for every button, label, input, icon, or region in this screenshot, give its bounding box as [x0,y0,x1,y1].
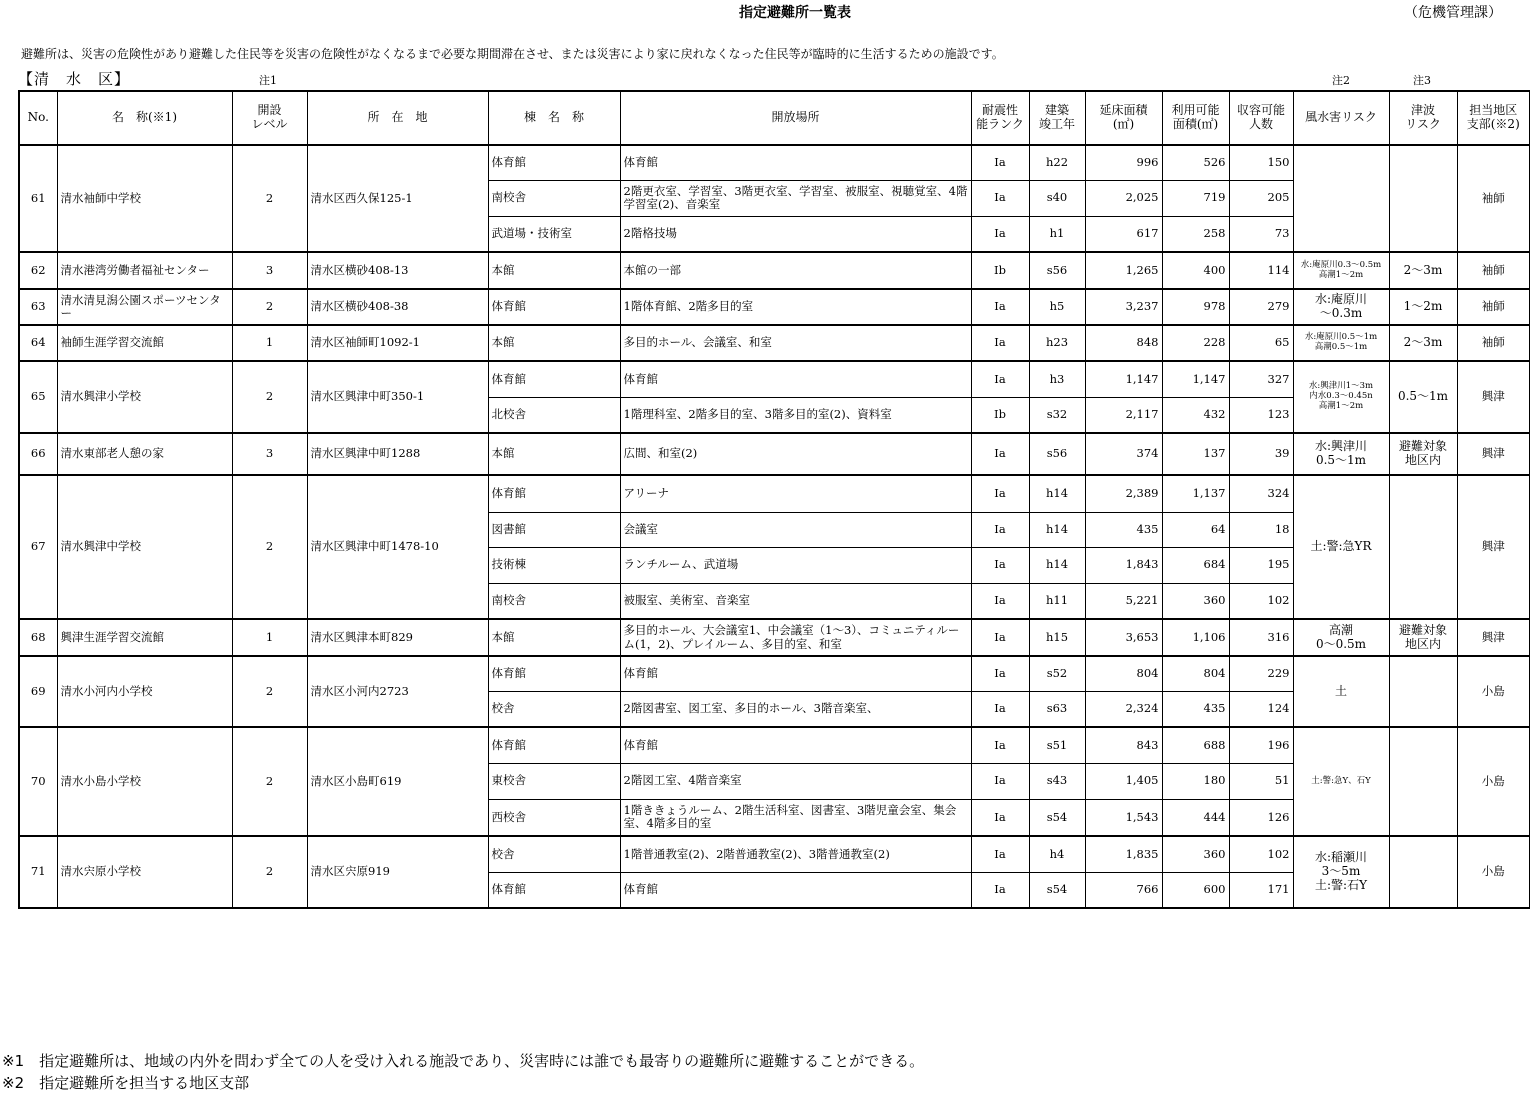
cell-building: 本館 [488,433,620,475]
cell-building: 西校舎 [488,799,620,836]
cell-branch: 袖師 [1457,145,1530,252]
page-title: 指定避難所一覧表 [739,5,851,21]
col-floor-area: 延床面積 (㎡) [1085,91,1162,145]
col-flood-risk: 風水害リスク [1293,91,1389,145]
cell-level: 2 [232,836,307,908]
cell-branch: 興津 [1457,433,1530,475]
cell-seismic: Ⅰa [971,475,1029,512]
cell-tsunami-risk: 避難対象 地区内 [1389,619,1457,656]
facility-group [19,836,1530,908]
cell-seismic: Ⅰa [971,583,1029,619]
cell-building: 南校舎 [488,180,620,216]
cell-usable-area: 688 [1162,727,1229,763]
note-1-marker: 注1 [259,74,277,87]
cell-floor-area: 1,835 [1085,836,1162,872]
cell-address: 清水区西久保125-1 [307,145,488,252]
table-row [19,727,1530,763]
cell-branch: 小島 [1457,727,1530,836]
cell-usable-area: 978 [1162,289,1229,325]
cell-capacity: 39 [1229,433,1293,475]
cell-usable-area: 228 [1162,325,1229,361]
cell-flood-risk [1293,145,1389,252]
cell-built: h22 [1029,145,1085,180]
cell-built: h14 [1029,475,1085,512]
cell-floor-area: 2,117 [1085,397,1162,433]
cell-seismic: Ⅰa [971,727,1029,763]
cell-seismic: Ⅰa [971,547,1029,583]
cell-capacity: 150 [1229,145,1293,180]
cell-no: 69 [19,656,57,727]
cell-seismic: Ⅰa [971,619,1029,656]
table-row [19,289,1530,325]
cell-name: 清水興津中学校 [57,475,232,619]
cell-seismic: Ⅰa [971,799,1029,836]
cell-tsunami-risk [1389,836,1457,908]
cell-usable-area: 526 [1162,145,1229,180]
cell-floor-area: 5,221 [1085,583,1162,619]
cell-level: 2 [232,475,307,619]
cell-no: 67 [19,475,57,619]
cell-built: h11 [1029,583,1085,619]
cell-level: 2 [232,656,307,727]
cell-floor-area: 3,653 [1085,619,1162,656]
facility-group [19,619,1530,656]
cell-capacity: 102 [1229,583,1293,619]
cell-open-area: 会議室 [620,512,971,547]
col-building: 棟 名 称 [488,91,620,145]
cell-built: s54 [1029,799,1085,836]
cell-no: 64 [19,325,57,361]
cell-capacity: 316 [1229,619,1293,656]
cell-built: h14 [1029,512,1085,547]
cell-capacity: 324 [1229,475,1293,512]
cell-tsunami-risk [1389,656,1457,727]
cell-built: s63 [1029,691,1085,727]
cell-flood-risk: 水:庵原川0.5～1m 高潮0.5～1m [1293,325,1389,361]
cell-no: 68 [19,619,57,656]
cell-built: s43 [1029,763,1085,799]
cell-tsunami-risk [1389,475,1457,619]
col-usable-area: 利用可能 面積(㎡) [1162,91,1229,145]
cell-built: s56 [1029,433,1085,475]
cell-address: 清水区興津中町1478-10 [307,475,488,619]
table-row [19,433,1530,475]
cell-open-area: 2階図工室、4階音楽室 [620,763,971,799]
cell-building: 図書館 [488,512,620,547]
col-capacity: 収容可能 人数 [1229,91,1293,145]
cell-floor-area: 848 [1085,325,1162,361]
cell-floor-area: 3,237 [1085,289,1162,325]
table-row [19,252,1530,289]
cell-building: 体育館 [488,727,620,763]
cell-flood-risk: 水:稲瀬川 3～5m 土:警:石Y [1293,836,1389,908]
cell-capacity: 123 [1229,397,1293,433]
cell-open-area: ランチルーム、武道場 [620,547,971,583]
footnote-2: ※2 指定避難所を担当する地区支部 [2,1074,250,1092]
cell-address: 清水区小島町619 [307,727,488,836]
cell-no: 61 [19,145,57,252]
col-seismic: 耐震性 能ランク [971,91,1029,145]
cell-name: 興津生涯学習交流館 [57,619,232,656]
cell-usable-area: 804 [1162,656,1229,691]
cell-open-area: 体育館 [620,145,971,180]
cell-usable-area: 360 [1162,836,1229,872]
cell-seismic: Ⅰa [971,361,1029,397]
cell-address: 清水区袖師町1092-1 [307,325,488,361]
ward-heading: 【清 水 区】 [18,70,131,88]
cell-usable-area: 1,147 [1162,361,1229,397]
cell-usable-area: 258 [1162,216,1229,252]
cell-level: 2 [232,145,307,252]
footnote-1: ※1 指定避難所は、地域の内外を問わず全ての人を受け入れる施設であり、災害時には誰でも最寄りの避難所に避難することができる。 [2,1052,925,1070]
cell-name: 清水宍原小学校 [57,836,232,908]
cell-floor-area: 435 [1085,512,1162,547]
cell-built: h23 [1029,325,1085,361]
cell-floor-area: 996 [1085,145,1162,180]
cell-seismic: Ⅰa [971,691,1029,727]
col-tsunami-risk: 津波 リスク [1389,91,1457,145]
cell-usable-area: 360 [1162,583,1229,619]
cell-capacity: 279 [1229,289,1293,325]
cell-floor-area: 374 [1085,433,1162,475]
cell-no: 62 [19,252,57,289]
cell-open-area: 被服室、美術室、音楽室 [620,583,971,619]
cell-building: 武道場・技術室 [488,216,620,252]
cell-capacity: 114 [1229,252,1293,289]
cell-branch: 興津 [1457,475,1530,619]
cell-flood-risk: 水:庵原川 ～0.3m [1293,289,1389,325]
cell-usable-area: 1,106 [1162,619,1229,656]
cell-seismic: Ⅰa [971,512,1029,547]
cell-open-area: 1階ききょうルーム、2階生活科室、図書室、3階児童会室、集会室、4階多目的室 [620,799,971,836]
cell-flood-risk: 水:興津川1～3m 内水0.3～0.45n 高潮1～2m [1293,361,1389,433]
cell-usable-area: 432 [1162,397,1229,433]
cell-floor-area: 2,324 [1085,691,1162,727]
cell-floor-area: 804 [1085,656,1162,691]
intro-text: 避難所は、災害の危険性があり避難した住民等を災害の危険性がなくなるまで必要な期間滞在させ、または災害により家に戻れなくなった住民等が臨時的に生活するための施設です。 [21,47,1004,61]
cell-no: 63 [19,289,57,325]
cell-open-area: アリーナ [620,475,971,512]
cell-capacity: 51 [1229,763,1293,799]
facility-group [19,656,1530,727]
cell-usable-area: 435 [1162,691,1229,727]
cell-building: 体育館 [488,872,620,908]
cell-floor-area: 1,843 [1085,547,1162,583]
cell-tsunami-risk [1389,145,1457,252]
col-built: 建築 竣工年 [1029,91,1085,145]
cell-capacity: 126 [1229,799,1293,836]
cell-flood-risk: 水:興津川 0.5～1m [1293,433,1389,475]
cell-built: h4 [1029,836,1085,872]
cell-seismic: Ⅰa [971,763,1029,799]
cell-name: 袖師生涯学習交流館 [57,325,232,361]
cell-usable-area: 600 [1162,872,1229,908]
note-3-marker: 注3 [1413,74,1431,87]
cell-open-area: 本館の一部 [620,252,971,289]
cell-name: 清水小島小学校 [57,727,232,836]
cell-building: 北校舎 [488,397,620,433]
cell-usable-area: 180 [1162,763,1229,799]
col-level: 開設 レベル [232,91,307,145]
cell-built: h15 [1029,619,1085,656]
cell-name: 清水小河内小学校 [57,656,232,727]
facility-group [19,145,1530,252]
cell-flood-risk: 土:警:急YR [1293,475,1389,619]
cell-capacity: 196 [1229,727,1293,763]
cell-open-area: 体育館 [620,656,971,691]
cell-no: 71 [19,836,57,908]
cell-building: 体育館 [488,361,620,397]
table-row [19,656,1530,691]
cell-address: 清水区横砂408-13 [307,252,488,289]
cell-usable-area: 444 [1162,799,1229,836]
cell-open-area: 1階普通教室(2)、2階普通教室(2)、3階普通教室(2) [620,836,971,872]
cell-open-area: 体育館 [620,727,971,763]
cell-open-area: 2階格技場 [620,216,971,252]
cell-built: s40 [1029,180,1085,216]
cell-built: h5 [1029,289,1085,325]
cell-no: 66 [19,433,57,475]
facility-group [19,475,1530,619]
cell-capacity: 195 [1229,547,1293,583]
cell-flood-risk: 土 [1293,656,1389,727]
department-label: （危機管理課） [1404,5,1502,21]
cell-capacity: 229 [1229,656,1293,691]
cell-open-area: 1階体育館、2階多目的室 [620,289,971,325]
cell-level: 3 [232,433,307,475]
cell-seismic: Ⅰb [971,397,1029,433]
shelter-table [18,90,1530,909]
table-row [19,475,1530,512]
cell-branch: 小島 [1457,656,1530,727]
cell-level: 1 [232,325,307,361]
cell-seismic: Ⅰa [971,180,1029,216]
cell-tsunami-risk: 2～3m [1389,325,1457,361]
cell-capacity: 102 [1229,836,1293,872]
table-row [19,361,1530,397]
cell-capacity: 124 [1229,691,1293,727]
cell-branch: 興津 [1457,619,1530,656]
cell-floor-area: 843 [1085,727,1162,763]
cell-flood-risk: 水:庵原川0.3～0.5m 高潮1～2m [1293,252,1389,289]
cell-building: 校舎 [488,691,620,727]
cell-level: 1 [232,619,307,656]
cell-building: 体育館 [488,145,620,180]
table-row [19,325,1530,361]
cell-open-area: 広間、和室(2) [620,433,971,475]
cell-usable-area: 137 [1162,433,1229,475]
cell-built: h1 [1029,216,1085,252]
cell-tsunami-risk: 0.5～1m [1389,361,1457,433]
cell-floor-area: 1,265 [1085,252,1162,289]
cell-capacity: 327 [1229,361,1293,397]
cell-flood-risk: 土:警:急Y、石Y [1293,727,1389,836]
cell-seismic: Ⅰa [971,216,1029,252]
cell-branch: 袖師 [1457,325,1530,361]
cell-no: 65 [19,361,57,433]
cell-building: 東校舎 [488,763,620,799]
cell-usable-area: 400 [1162,252,1229,289]
cell-floor-area: 766 [1085,872,1162,908]
cell-open-area: 体育館 [620,361,971,397]
cell-building: 本館 [488,325,620,361]
table-row [19,836,1530,872]
cell-usable-area: 719 [1162,180,1229,216]
cell-open-area: 1階理科室、2階多目的室、3階多目的室(2)、資料室 [620,397,971,433]
cell-built: s56 [1029,252,1085,289]
cell-built: s54 [1029,872,1085,908]
cell-open-area: 多目的ホール、会議室、和室 [620,325,971,361]
cell-capacity: 65 [1229,325,1293,361]
cell-building: 本館 [488,252,620,289]
cell-floor-area: 2,389 [1085,475,1162,512]
cell-building: 体育館 [488,656,620,691]
cell-tsunami-risk: 避難対象 地区内 [1389,433,1457,475]
cell-address: 清水区小河内2723 [307,656,488,727]
cell-branch: 小島 [1457,836,1530,908]
facility-group [19,433,1530,475]
cell-floor-area: 1,405 [1085,763,1162,799]
col-address: 所 在 地 [307,91,488,145]
cell-open-area: 2階更衣室、学習室、3階更衣室、学習室、被服室、視聴覚室、4階学習室(2)、音楽室 [620,180,971,216]
cell-usable-area: 684 [1162,547,1229,583]
cell-seismic: Ⅰb [971,252,1029,289]
cell-built: h3 [1029,361,1085,397]
cell-built: h14 [1029,547,1085,583]
cell-built: s51 [1029,727,1085,763]
cell-tsunami-risk: 2～3m [1389,252,1457,289]
cell-name: 清水東部老人憩の家 [57,433,232,475]
table-header [19,91,1530,145]
cell-tsunami-risk: 1～2m [1389,289,1457,325]
cell-capacity: 18 [1229,512,1293,547]
facility-group [19,727,1530,836]
cell-flood-risk: 高潮 0～0.5m [1293,619,1389,656]
cell-built: s52 [1029,656,1085,691]
cell-name: 清水袖師中学校 [57,145,232,252]
cell-open-area: 2階図書室、図工室、多目的ホール、3階音楽室、 [620,691,971,727]
cell-level: 2 [232,727,307,836]
cell-branch: 興津 [1457,361,1530,433]
cell-seismic: Ⅰa [971,433,1029,475]
cell-capacity: 73 [1229,216,1293,252]
cell-usable-area: 64 [1162,512,1229,547]
cell-open-area: 体育館 [620,872,971,908]
facility-group [19,289,1530,325]
cell-seismic: Ⅰa [971,656,1029,691]
cell-building: 南校舎 [488,583,620,619]
cell-building: 体育館 [488,475,620,512]
cell-built: s32 [1029,397,1085,433]
cell-no: 70 [19,727,57,836]
cell-name: 清水港湾労働者福祉センター [57,252,232,289]
col-branch: 担当地区 支部(※2) [1457,91,1530,145]
cell-branch: 袖師 [1457,289,1530,325]
cell-branch: 袖師 [1457,252,1530,289]
cell-seismic: Ⅰa [971,836,1029,872]
table-row [19,619,1530,656]
cell-seismic: Ⅰa [971,872,1029,908]
cell-level: 3 [232,252,307,289]
cell-seismic: Ⅰa [971,145,1029,180]
cell-name: 清水清見潟公園スポーツセンター [57,289,232,325]
col-name: 名 称(※1) [57,91,232,145]
cell-usable-area: 1,137 [1162,475,1229,512]
cell-capacity: 171 [1229,872,1293,908]
col-no: No. [19,91,57,145]
cell-seismic: Ⅰa [971,289,1029,325]
cell-tsunami-risk [1389,727,1457,836]
cell-address: 清水区興津中町350-1 [307,361,488,433]
table-row [19,145,1530,180]
cell-seismic: Ⅰa [971,325,1029,361]
cell-level: 2 [232,289,307,325]
note-2-marker: 注2 [1332,74,1350,87]
cell-building: 技術棟 [488,547,620,583]
facility-group [19,325,1530,361]
cell-name: 清水興津小学校 [57,361,232,433]
cell-address: 清水区興津本町829 [307,619,488,656]
col-open-area: 開放場所 [620,91,971,145]
cell-capacity: 205 [1229,180,1293,216]
cell-open-area: 多目的ホール、大会議室1、中会議室（1～3）、コミュニティルーム(1，2)、プレイルーム、多目的室、和室 [620,619,971,656]
cell-floor-area: 617 [1085,216,1162,252]
cell-floor-area: 2,025 [1085,180,1162,216]
cell-level: 2 [232,361,307,433]
facility-group [19,361,1530,433]
cell-address: 清水区横砂408-38 [307,289,488,325]
cell-floor-area: 1,147 [1085,361,1162,397]
cell-address: 清水区興津中町1288 [307,433,488,475]
cell-building: 本館 [488,619,620,656]
facility-group [19,252,1530,289]
cell-address: 清水区宍原919 [307,836,488,908]
cell-building: 校舎 [488,836,620,872]
cell-building: 体育館 [488,289,620,325]
cell-floor-area: 1,543 [1085,799,1162,836]
